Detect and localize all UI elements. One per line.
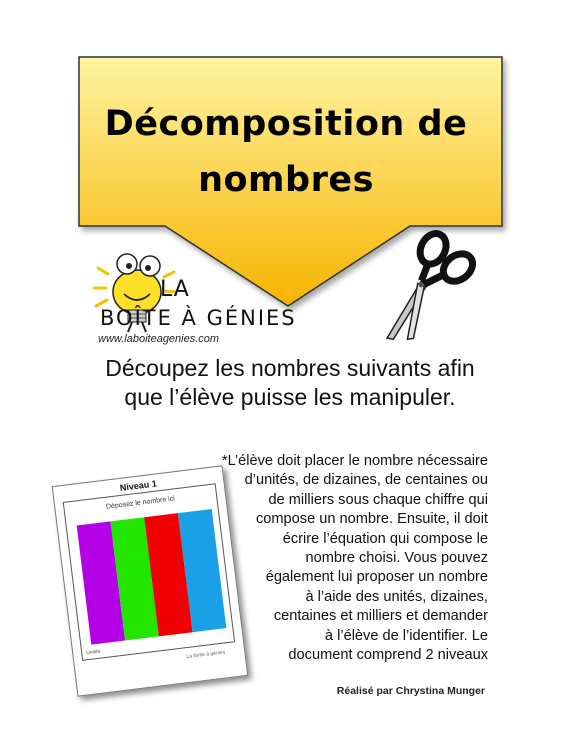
logo-url: www.laboiteagenies.com bbox=[98, 333, 220, 345]
description-line: à l’élève de l’identifier. Le bbox=[324, 627, 488, 644]
worksheet-title: Niveau 1 bbox=[119, 478, 158, 493]
description-line: compose un nombre. Ensuite, il doit bbox=[255, 511, 488, 528]
worksheet-label: Déposez le nombre ici bbox=[105, 495, 176, 511]
description-line: d’unités, de dizaines, de centaines ou bbox=[244, 472, 488, 489]
title-line-2: nombres bbox=[198, 160, 374, 200]
worksheet-small-label: Unités bbox=[85, 648, 101, 657]
title-line-1: Décomposition de bbox=[104, 104, 468, 144]
logo-text-la: LA bbox=[160, 277, 190, 302]
description-line: à l’aide des unités, dizaines, bbox=[305, 588, 488, 605]
scissors-icon bbox=[360, 225, 480, 345]
description-line: *L’élève doit placer le nombre nécessaire bbox=[221, 453, 488, 469]
subtitle bbox=[40, 354, 540, 412]
description-line: centaines et milliers et demander bbox=[273, 608, 488, 625]
description-line: également lui proposer un nombre bbox=[265, 569, 488, 586]
page-title bbox=[86, 96, 486, 208]
description bbox=[206, 452, 488, 665]
worksheet-logo: La Boîte à génies bbox=[186, 649, 226, 661]
subtitle-line-2: que l’élève puisse les manipuler. bbox=[124, 384, 456, 410]
description-line: document comprend 2 niveaux bbox=[288, 647, 488, 664]
worksheet-columns bbox=[77, 509, 227, 645]
subtitle-line-1: Découpez les nombres suivants afin bbox=[105, 355, 475, 381]
author-credit: Réalisé par Chrystina Munger bbox=[336, 685, 485, 697]
description-line: de milliers sous chaque chiffre qui bbox=[268, 491, 488, 508]
logo-text-boite: BOÎTE À GÉNIES bbox=[100, 306, 297, 330]
description-line: nombre choisi. Vous pouvez bbox=[305, 550, 488, 567]
description-line: écrire l’équation qui compose le bbox=[282, 530, 488, 547]
